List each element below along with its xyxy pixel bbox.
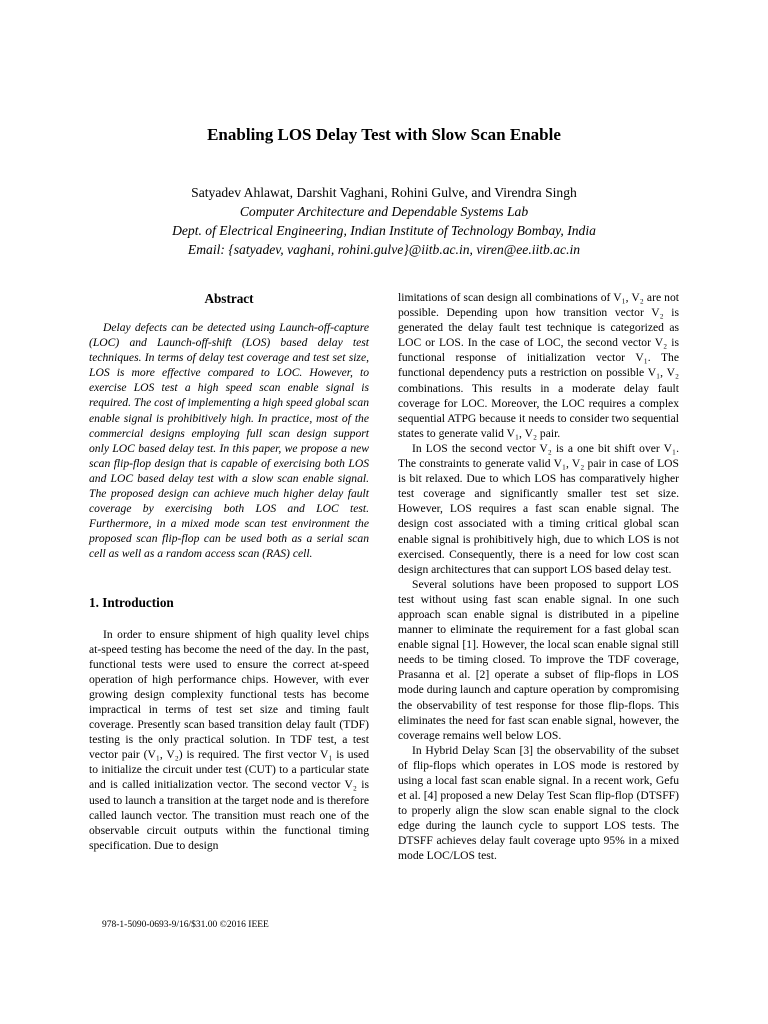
abstract-heading: Abstract	[204, 291, 254, 306]
introduction-paragraph: In order to ensure shipment of high quality level chips at-speed testing has become the need of the day. In the past, functional tests were used to ensure the correct at-speed operation of high performance chips. However, with ever growing design complexity functional tests has become impractical in terms of test set size and timing fault coverage. Presently scan based transition delay fault (TDF) testing is the only practical solution. In TDF test, a test vector pair (V₁, V₂) is required. The first vector V₁ is used to initialize the circuit under test (CUT) to a particular state and is called initialization vector. The second vector V₂ is used to launch a transition at the target node and is therefore called launch vector. The transition must reach one of the observable circuit outputs within the functional timing specification. Due to design	[89, 627, 369, 852]
copyright-footer: 978-1-5090-0693-9/16/$31.00 ©2016 IEEE	[102, 920, 269, 930]
author-names: Satyadev Ahlawat, Darshit Vaghani, Rohini Gulve, and Virendra Singh	[191, 185, 577, 200]
author-dept: Dept. of Electrical Engineering, Indian Institute of Technology Bombay, India	[172, 223, 596, 238]
abstract-text: Delay defects can be detected using Launch-off-capture (LOC) and Launch-off-shift (LOS) based delay test techniques. In terms of delay test coverage and test set size, LOS is more effective compared to LOC. However, to exercise LOS test a high speed scan enable signal is required. The cost of implementing a high speed global scan enable signal is prohibitively high. In practice, most of the commercial designs employing full scan design support only LOC based delay test. In this paper, we propose a new scan flip-flop design that is capable of exercising both LOS and LOC based delay test with a slow scan enable signal. The proposed design can achieve much higher delay fault coverage by exercising both LOS and LOC test. Furthermore, in a mixed mode scan test environment the proposed scan flip-flop can be used both as a serial scan cell as well as a random access scan (RAS) cell.	[89, 321, 369, 561]
author-block	[0, 183, 768, 259]
continued-paragraph: limitations of scan design all combinations of V₁, V₂ are not possible. Depending upon how transition vector V₂ is generated the delay fault test technique is categorized as LOC or LOS. In the case of LOC, the second vector V₂ is functional response of initialization vector V₁. The functional dependency puts a restriction on possible V₁, V₂ combinations. This results in a moderate delay fault coverage for LOC. Moreover, the LOC requires a complex sequential ATPG because it needs to consider two sequential states to generate valid V₁, V₂ pair.	[398, 291, 679, 440]
author-email: Email: {satyadev, vaghani, rohini.gulve}@iitb.ac.in, viren@ee.iitb.ac.in	[187, 242, 581, 257]
introduction-heading: 1. Introduction	[89, 594, 174, 610]
right-column	[398, 290, 679, 864]
los-paragraph: In LOS the second vector V₂ is a one bit shift over V₁. The constraints to generate valid V₁, V₂ pair in case of LOS is bit relaxed. Due to which LOS has comparatively higher test coverage and significantly smaller test set size. However, LOS requires a fast scan enable signal. The design cost associated with a timing critical global scan enable signal is prohibitively high, due to which LOS is not exercised. Consequently, there is a need for low cost scan design architectures that can support LOS based delay test.	[398, 441, 679, 576]
author-lab: Computer Architecture and Dependable Systems Lab	[239, 204, 529, 219]
hybrid-delay-scan-paragraph: In Hybrid Delay Scan [3] the observability of the subset of flip-flops which operates in LOS mode is restored by using a local fast scan enable signal. In a recent work, Gefu et al. [4] proposed a new Delay Test Scan flip-flop (DTSFF) to properly align the slow scan enable signal to the clock edge during the launch cycle to support LOS tests. The DTSFF achieves delay fault coverage upto 95% in a mixed mode LOC/LOS test.	[398, 743, 679, 863]
paper-title: Enabling LOS Delay Test with Slow Scan Enable	[207, 125, 561, 144]
solutions-paragraph: Several solutions have been proposed to support LOS test without using fast scan enable signal. In one such approach scan enable signal is distributed in a pipeline manner to eliminate the requirement for a fast global scan enable signal [1]. However, the local scan enable signal still needs to be timing closed. To improve the TDF coverage, Prasanna et al. [2] operate a subset of flip-flops in LOS mode during launch and capture operation by compromising the observability of test response for those flip-flops. This eliminates the need for fast scan enable signal, however, the coverage remains well below LOS.	[398, 577, 679, 742]
left-column	[89, 290, 369, 853]
